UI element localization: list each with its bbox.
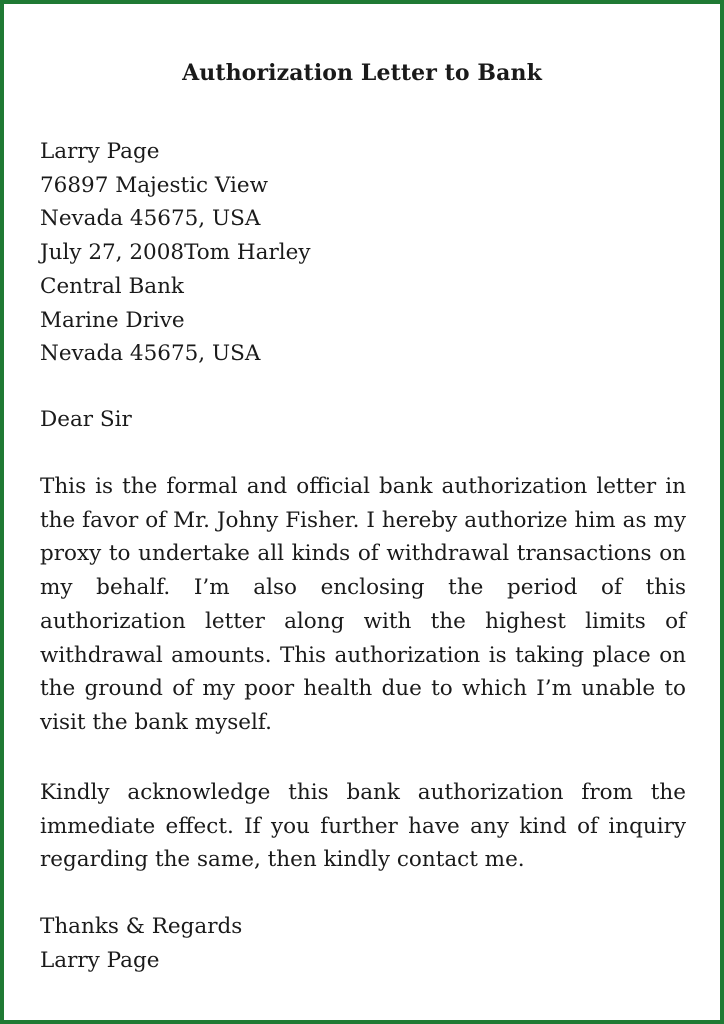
signoff-block [40,910,686,977]
sender-name: Larry Page [40,139,160,164]
recipient-bank: Central Bank [40,273,184,299]
closing: Thanks & Regards [40,914,243,939]
body-paragraph-1: This is the formal and official bank authorization letter in the favor of Mr. Johny Fisher. I hereby authorize him as my proxy to undertake all kinds of withdrawal transactions on my behalf. I’m also enclosing the period of this authorization letter along with the highest limits of withdrawal amounts. This authorization is taking place on the ground of my poor health due to which I’m unable to visit the bank myself. [40,474,686,735]
signature-name: Larry Page [40,947,160,973]
date-recipient-line: July 27, 2008Tom Harley [40,240,311,266]
greeting: Dear Sir [40,407,132,432]
recipient-city: Nevada 45675, USA [40,341,261,367]
address-block [40,135,686,371]
sender-street: 76897 Majestic View [40,172,269,198]
sender-city: Nevada 45675, USA [40,206,261,232]
recipient-street: Marine Drive [40,307,185,333]
body-paragraph-2: Kindly acknowledge this bank authorization from the immediate effect. If you further have any kind of inquiry regarding the same, then kindly contact me. [40,780,686,873]
letter-title: Authorization Letter to Bank [182,60,542,86]
